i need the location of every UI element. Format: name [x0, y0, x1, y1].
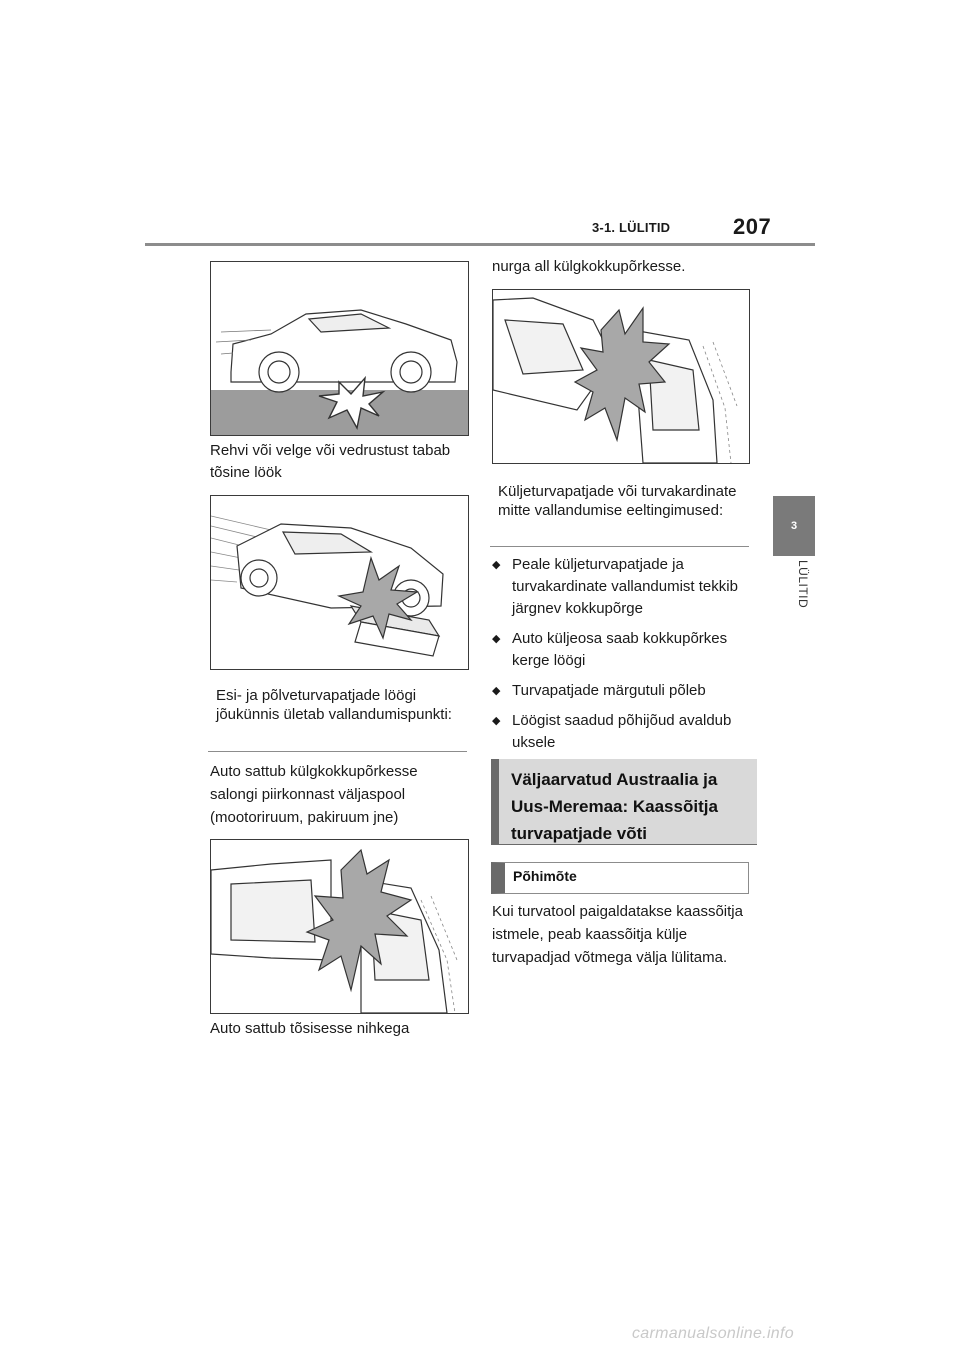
- list-item: ◆ Löögist saadud põhijõud avaldub uksele: [492, 710, 750, 754]
- subheading-box: [491, 862, 749, 894]
- section-heading-box: [491, 759, 757, 845]
- caption-airbag-threshold: Esi- ja põlveturvapatjade löögi jõukünnis ületab vallandumispunkti:: [216, 687, 452, 723]
- watermark: carmanualsonline.info: [632, 1325, 794, 1342]
- subheading: Põhimõte: [513, 868, 577, 884]
- list-item: ◆ Auto küljeosa saab kokkupõrkes kerge löögi: [492, 628, 750, 672]
- page-number: 207: [733, 214, 772, 239]
- section-title: 3-1. LÜLITID: [592, 220, 671, 235]
- paragraph-passenger-airbag: Kui turvatool paigaldatakse kaassõitja istmele, peab kaassõitja külje turvapadjad võtmega välja lülitama.: [492, 903, 743, 966]
- illustration-block-collision: [210, 495, 469, 670]
- list-item: ◆ Turvapatjade märgutuli põleb: [492, 680, 750, 702]
- chapter-tab: 3: [773, 496, 815, 556]
- caption-road-impact: Rehvi või velge või vedrustust tabab tõsine löök: [210, 442, 451, 481]
- header-divider: [145, 243, 815, 246]
- caption-offset-collision: Auto sattub tõsisesse nihkega: [210, 1020, 410, 1037]
- paragraph-continuation: nurga all külgkokkupõrkesse.: [492, 258, 686, 275]
- section-heading: Väljaarvatud Austraalia ja Uus-Meremaa: Kaassõitja turvapatjade võti: [511, 770, 718, 843]
- caption-divider: [208, 751, 467, 752]
- illustration-angled-collision: [492, 289, 750, 464]
- caption-divider-right: [490, 546, 749, 547]
- chapter-tab-label: LÜLITID: [796, 560, 810, 609]
- paragraph-side-collision: Auto sattub külgkokkupõrkesse salongi piirkonnast väljaspool (mootoriruum, pakiruum jne): [210, 763, 418, 826]
- illustration-side-collision: [210, 839, 469, 1014]
- non-deployment-list: [492, 554, 750, 762]
- illustration-road-impact: [210, 261, 469, 436]
- list-item: ◆ Peale küljeturvapatjade ja turvakardinate vallandumist tekkib järgnev kokkupõrge: [492, 554, 750, 620]
- caption-side-airbag-conditions: Küljeturvapatjade või turvakardinate mitte vallandumise eeltingimused:: [498, 483, 737, 519]
